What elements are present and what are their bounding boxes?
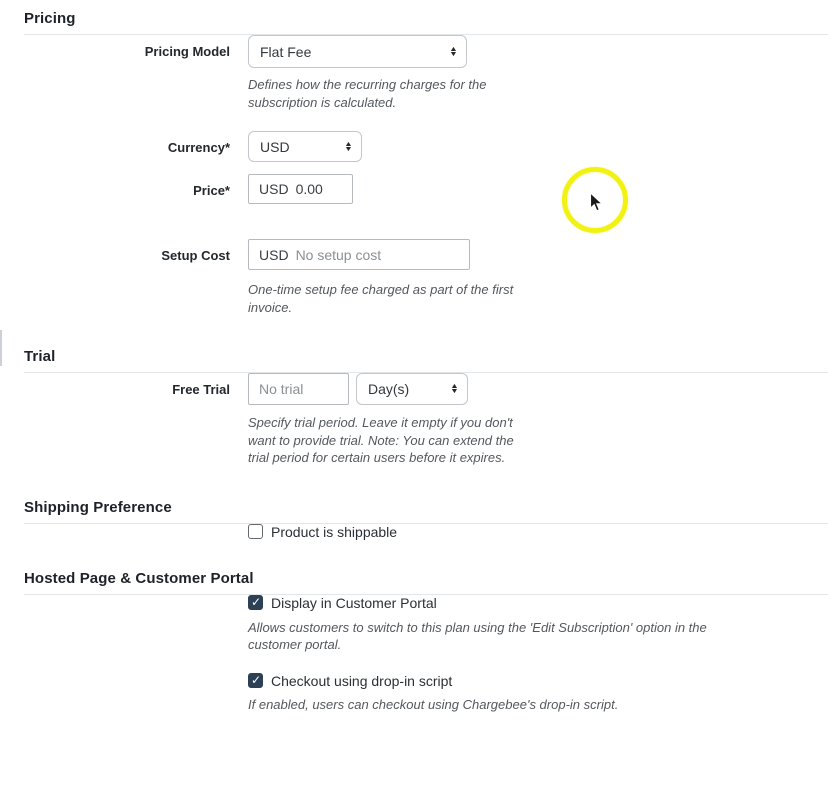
pricing-model-select[interactable] — [248, 35, 467, 68]
currency-label: Currency* — [167, 140, 230, 155]
select-stepper-icon: ▲ ▼ — [449, 45, 458, 58]
section-trial — [0, 316, 830, 365]
display-portal-help-text: Allows customers to switch to this plan using the 'Edit Subscription' option in the customer portal. — [248, 619, 707, 652]
dropin-checkbox[interactable] — [248, 673, 263, 688]
shippable-checkbox[interactable] — [248, 524, 263, 539]
section-title-pricing: Pricing — [24, 10, 76, 27]
setup-cost-input[interactable] — [248, 239, 470, 270]
pricing-model-row — [24, 35, 830, 68]
shippable-row — [248, 524, 830, 540]
display-portal-label[interactable]: Display in Customer Portal — [271, 594, 437, 611]
section-trial-body — [0, 373, 830, 467]
price-input[interactable] — [248, 174, 353, 204]
pricing-model-label: Pricing Model — [144, 44, 230, 59]
dropin-label[interactable]: Checkout using drop-in script — [271, 672, 453, 689]
currency-select[interactable] — [248, 131, 362, 162]
section-hosted-body — [0, 595, 830, 714]
section-pricing-body — [0, 35, 830, 316]
free-trial-unit-select[interactable] — [356, 373, 468, 405]
select-stepper-icon: ▲ ▼ — [450, 383, 459, 395]
section-title-hosted: Hosted Page & Customer Portal — [24, 569, 254, 587]
price-value: 0.00 — [295, 181, 323, 197]
free-trial-help-text: Specify trial period. Leave it empty if you don't want to provide trial. Note: You can extend the trial period for certain users before it expires. — [248, 415, 514, 465]
free-trial-unit-value: Day(s) — [368, 381, 410, 397]
price-row — [24, 174, 830, 204]
free-trial-row — [24, 373, 830, 405]
setup-cost-help-text: One-time setup fee charged as part of the first invoice. — [248, 282, 514, 315]
pricing-model-help-text: Defines how the recurring charges for the subscription is calculated. — [248, 77, 487, 110]
free-trial-label: Free Trial — [172, 382, 230, 397]
section-pricing — [0, 0, 830, 27]
setup-cost-placeholder: No setup cost — [295, 246, 382, 263]
section-hosted — [0, 540, 830, 587]
section-title-trial: Trial — [24, 348, 56, 365]
shippable-label[interactable]: Product is shippable — [271, 523, 398, 540]
select-stepper-icon: ▲ ▼ — [344, 140, 353, 153]
price-label: Price* — [193, 183, 230, 198]
section-shipping-body — [0, 524, 830, 540]
setup-cost-label: Setup Cost — [161, 248, 230, 263]
display-portal-row — [248, 595, 830, 611]
setup-cost-row — [24, 239, 830, 270]
dropin-help-text: If enabled, users can checkout using Chargebee's drop-in script. — [248, 696, 619, 712]
dropin-row — [248, 673, 830, 689]
display-portal-checkbox[interactable] — [248, 595, 263, 610]
currency-row — [24, 131, 830, 162]
pricing-model-selected-value: Flat Fee — [260, 43, 312, 60]
price-currency-prefix: USD — [259, 181, 289, 197]
currency-selected-value: USD — [260, 138, 290, 155]
section-shipping — [0, 467, 830, 516]
setup-cost-currency-prefix: USD — [259, 246, 289, 263]
left-edge-sliver — [0, 330, 2, 366]
free-trial-input[interactable] — [248, 373, 349, 405]
section-title-shipping: Shipping Preference — [24, 498, 172, 516]
